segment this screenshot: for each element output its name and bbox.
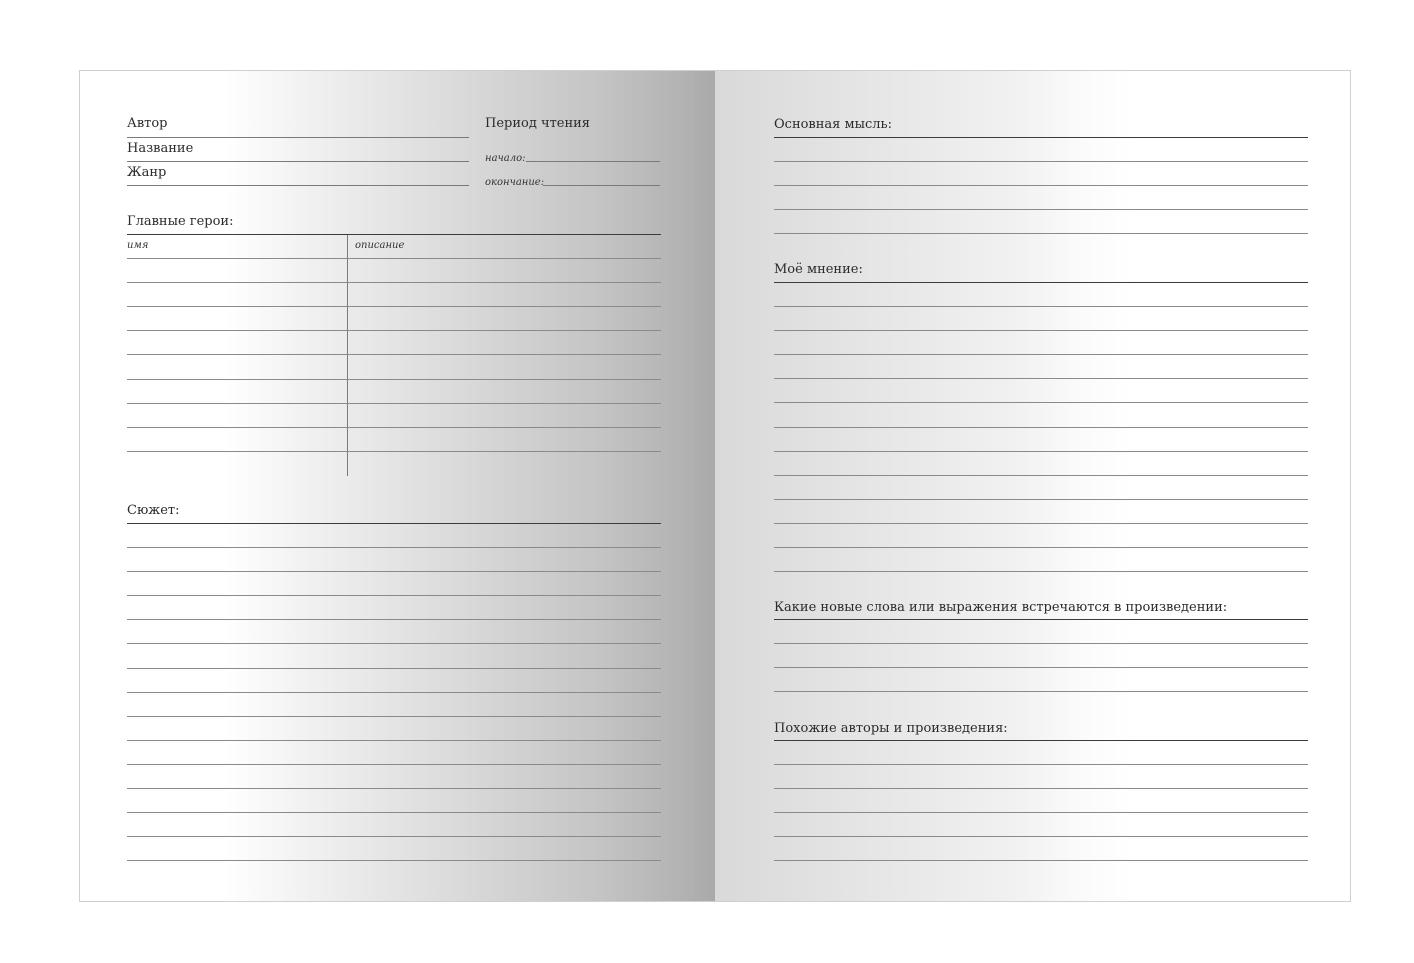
my-opinion-line[interactable] bbox=[774, 306, 1308, 307]
similar-line[interactable] bbox=[774, 812, 1308, 813]
left-page bbox=[80, 71, 715, 901]
plot-heading: Сюжет: bbox=[127, 503, 180, 518]
plot-line[interactable] bbox=[127, 860, 661, 861]
plot-line[interactable] bbox=[127, 595, 661, 596]
plot-line[interactable] bbox=[127, 716, 661, 717]
main-idea-line[interactable] bbox=[774, 209, 1308, 210]
similar-heading: Похожие авторы и произведения: bbox=[774, 721, 1008, 736]
plot-line[interactable] bbox=[127, 740, 661, 741]
new-words-line[interactable] bbox=[774, 643, 1308, 644]
my-opinion-writing-lines[interactable] bbox=[774, 306, 1308, 576]
my-opinion-line[interactable] bbox=[774, 354, 1308, 355]
my-opinion-heading-rule bbox=[774, 282, 1308, 283]
my-opinion-line[interactable] bbox=[774, 427, 1308, 428]
my-opinion-line[interactable] bbox=[774, 330, 1308, 331]
plot-line[interactable] bbox=[127, 547, 661, 548]
plot-line[interactable] bbox=[127, 619, 661, 620]
plot-line[interactable] bbox=[127, 764, 661, 765]
author-line[interactable] bbox=[127, 137, 469, 138]
plot-line[interactable] bbox=[127, 692, 661, 693]
similar-line[interactable] bbox=[774, 764, 1308, 765]
main-idea-line[interactable] bbox=[774, 233, 1308, 234]
characters-table-row-line[interactable] bbox=[127, 379, 661, 380]
characters-heading: Главные герои: bbox=[127, 214, 234, 229]
my-opinion-line[interactable] bbox=[774, 378, 1308, 379]
characters-table-row-line[interactable] bbox=[127, 282, 661, 283]
plot-writing-lines[interactable] bbox=[127, 547, 661, 867]
characters-heading-rule bbox=[127, 234, 661, 235]
plot-line[interactable] bbox=[127, 836, 661, 837]
start-date-line[interactable] bbox=[526, 161, 660, 162]
reading-diary-spread bbox=[79, 70, 1351, 902]
start-date-label: начало: bbox=[485, 153, 526, 164]
similar-line[interactable] bbox=[774, 788, 1308, 789]
characters-table-row-line[interactable] bbox=[127, 354, 661, 355]
my-opinion-heading: Моё мнение: bbox=[774, 262, 863, 277]
right-page bbox=[715, 71, 1351, 901]
genre-line[interactable] bbox=[127, 185, 469, 186]
characters-table-rows[interactable] bbox=[127, 258, 661, 478]
my-opinion-line[interactable] bbox=[774, 571, 1308, 572]
col-name-header: имя bbox=[127, 240, 149, 251]
title-line[interactable] bbox=[127, 161, 469, 162]
characters-table-row-line[interactable] bbox=[127, 258, 661, 259]
plot-line[interactable] bbox=[127, 788, 661, 789]
genre-label: Жанр bbox=[127, 165, 167, 180]
characters-table-row-line[interactable] bbox=[127, 403, 661, 404]
end-date-line[interactable] bbox=[543, 185, 660, 186]
similar-writing-lines[interactable] bbox=[774, 764, 1308, 874]
my-opinion-line[interactable] bbox=[774, 451, 1308, 452]
my-opinion-line[interactable] bbox=[774, 499, 1308, 500]
main-idea-heading: Основная мысль: bbox=[774, 117, 892, 132]
end-date-label: окончание: bbox=[485, 177, 545, 188]
main-idea-line[interactable] bbox=[774, 161, 1308, 162]
main-idea-line[interactable] bbox=[774, 185, 1308, 186]
my-opinion-line[interactable] bbox=[774, 523, 1308, 524]
new-words-writing-lines[interactable] bbox=[774, 643, 1308, 703]
author-label: Автор bbox=[127, 116, 168, 131]
similar-heading-rule bbox=[774, 740, 1308, 741]
plot-line[interactable] bbox=[127, 668, 661, 669]
plot-line[interactable] bbox=[127, 643, 661, 644]
new-words-heading: Какие новые слова или выражения встречаются в произведении: bbox=[774, 600, 1228, 615]
new-words-heading-rule bbox=[774, 619, 1308, 620]
plot-line[interactable] bbox=[127, 812, 661, 813]
new-words-line[interactable] bbox=[774, 667, 1308, 668]
new-words-line[interactable] bbox=[774, 691, 1308, 692]
similar-line[interactable] bbox=[774, 836, 1308, 837]
characters-table-row-line[interactable] bbox=[127, 306, 661, 307]
characters-table-row-line[interactable] bbox=[127, 330, 661, 331]
title-label: Название bbox=[127, 141, 194, 156]
main-idea-heading-rule bbox=[774, 137, 1308, 138]
characters-table-row-line[interactable] bbox=[127, 427, 661, 428]
main-idea-writing-lines[interactable] bbox=[774, 161, 1308, 241]
my-opinion-line[interactable] bbox=[774, 547, 1308, 548]
col-description-header: описание bbox=[355, 240, 405, 251]
reading-period-heading: Период чтения bbox=[485, 116, 590, 131]
my-opinion-line[interactable] bbox=[774, 475, 1308, 476]
my-opinion-line[interactable] bbox=[774, 402, 1308, 403]
characters-table-row-line[interactable] bbox=[127, 451, 661, 452]
similar-line[interactable] bbox=[774, 860, 1308, 861]
plot-line[interactable] bbox=[127, 571, 661, 572]
plot-heading-rule bbox=[127, 523, 661, 524]
